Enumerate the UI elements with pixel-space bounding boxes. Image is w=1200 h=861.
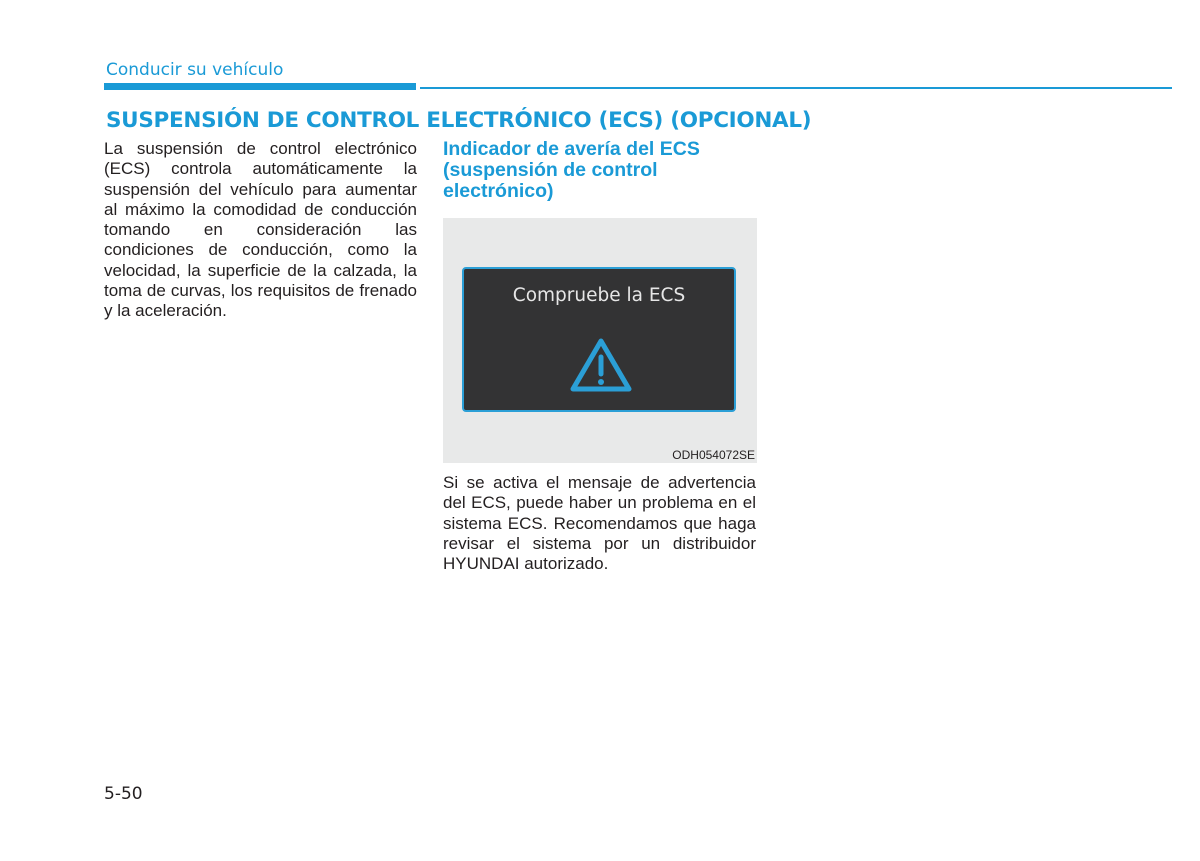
subheading: Indicador de avería del ECS (suspensión de control electrónico): [443, 138, 700, 202]
section-label: Conducir su vehículo: [106, 60, 284, 80]
display-message: Compruebe la ECS: [512, 285, 686, 306]
intro-paragraph: La suspensión de control electrónico (ECS) controla automáticamente la suspensión del vehículo para aumentar al máximo la comodidad de conducción tomando en consideración las condiciones de conducción, como la velocidad, la superficie de la calzada, la toma de curvas, los requisitos de frenado y la aceleración.: [104, 139, 417, 321]
header-rule-thick: [104, 83, 416, 90]
warning-triangle-icon: [569, 337, 633, 393]
header-rule-thin: [420, 87, 1172, 89]
cluster-display: [462, 267, 736, 412]
page-number: 5-50: [104, 784, 143, 804]
page-title: SUSPENSIÓN DE CONTROL ELECTRÓNICO (ECS) (OPCIONAL): [106, 108, 812, 133]
figure-panel: [443, 218, 757, 463]
figure-code: ODH054072SE: [672, 448, 755, 462]
warning-paragraph: Si se activa el mensaje de advertencia del ECS, puede haber un problema en el sistema ECS. Recomendamos que haga revisar el sistema por un distribuidor HYUNDAI autorizado.: [443, 473, 756, 574]
